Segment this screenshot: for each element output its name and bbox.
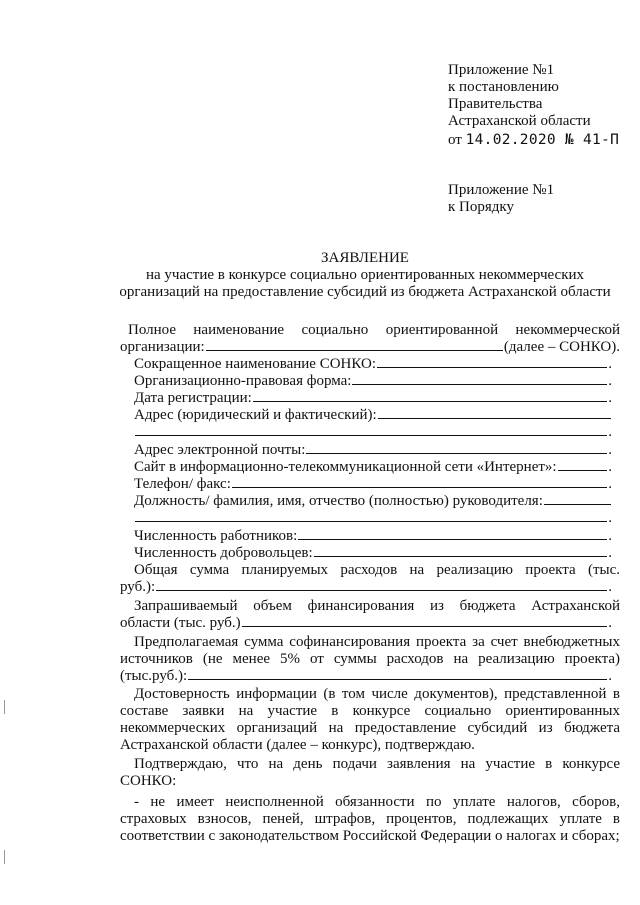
phone-input-line[interactable] (232, 486, 607, 488)
address-input-line[interactable] (378, 417, 611, 419)
form-body (120, 0, 620, 905)
employees-field (134, 528, 612, 545)
address-field (134, 407, 612, 424)
end-dot: . (608, 390, 612, 406)
website-label: Сайт в информационно-телекоммуникационной сети «Интернет»: (134, 459, 557, 475)
appendix-1-line: к постановлению (448, 79, 559, 95)
appendix-2-line: к Порядку (448, 199, 514, 215)
end-dot: . (608, 424, 612, 440)
confirm-paragraph-line: Астраханской области (далее – конкурс), подтверждаю. (120, 737, 475, 753)
email-input-line[interactable] (306, 452, 607, 454)
title-heading: ЗАЯВЛЕНИЕ (321, 250, 409, 266)
no-debt-line: страховых взносов, пеней, штрафов, процентов, подлежащих уплате в (120, 811, 620, 827)
full-name-label: Полное наименование социально ориентированной некоммерческой (128, 322, 620, 338)
title-subtitle-line: организаций на предоставление субсидий из бюджета Астраханской области (119, 284, 611, 300)
expenses-label: Общая сумма планируемых расходов на реализацию проекта (тыс. (134, 562, 620, 578)
expenses-input-line[interactable] (156, 589, 607, 591)
cofinancing-label-line2: источников (не менее 5% от суммы расходов на реализацию проекта) (120, 651, 620, 667)
no-debt-line: соответствии с законодательством Российской Федерации о налогах и сборах; (120, 828, 620, 844)
cofinancing-input-line[interactable] (188, 678, 607, 680)
employees-input-line[interactable] (298, 538, 607, 540)
address-field-cont (134, 424, 612, 441)
end-dot: . (608, 510, 612, 526)
full-name-input-line[interactable] (206, 349, 503, 351)
appendix-1-line: Астраханской области (448, 113, 591, 129)
requested-label: Запрашиваемый объем финансирования из бюджета Астраханской (134, 598, 620, 614)
reg-date-field (134, 390, 612, 407)
appendix-1-line: Приложение №1 (448, 62, 555, 78)
end-dot: . (608, 356, 612, 372)
head-input-line-2[interactable] (135, 520, 607, 522)
employees-label: Численность работников: (134, 528, 298, 544)
end-dot: . (608, 459, 612, 475)
website-field (134, 459, 612, 476)
legal-form-input-line[interactable] (352, 383, 607, 385)
appendix-1-line: Правительства (448, 96, 543, 112)
scan-mark (4, 700, 5, 714)
short-name-field (134, 356, 612, 373)
head-field-cont (134, 510, 612, 527)
head-label: Должность/ фамилия, имя, отчество (полностью) руководителя: (134, 493, 543, 509)
legal-form-field (134, 373, 612, 390)
cofinancing-prefix: (тыс.руб.): (120, 668, 188, 684)
title-subtitle-line: на участие в конкурсе социально ориентированных некоммерческих (145, 267, 585, 283)
full-name-suffix: (далее – СОНКО). (503, 339, 620, 355)
cofinancing-field (120, 668, 612, 685)
address-label: Адрес (юридический и фактический): (134, 407, 377, 423)
end-dot: . (608, 615, 612, 631)
confirm-day-line: СОНКО: (120, 773, 177, 789)
cofinancing-label: Предполагаемая сумма софинансирования проекта за счет внебюджетных (134, 634, 620, 650)
requested-field (120, 615, 612, 632)
head-field (134, 493, 612, 510)
scan-mark (4, 850, 5, 864)
end-dot: . (608, 476, 612, 492)
appendix-2-line: Приложение №1 (448, 182, 555, 198)
confirm-day-line: Подтверждаю, что на день подачи заявления на участие в конкурсе (134, 756, 620, 772)
volunteers-label: Численность добровольцев: (134, 545, 313, 561)
phone-field (134, 476, 612, 493)
short-name-label: Сокращенное наименование СОНКО: (134, 356, 376, 372)
website-input-line[interactable] (558, 469, 608, 471)
requested-input-line[interactable] (242, 625, 608, 627)
requested-prefix: области (тыс. руб.) (120, 615, 241, 631)
head-input-line[interactable] (544, 503, 611, 505)
confirm-paragraph-line: некоммерческих организаций на предоставление субсидий из бюджета (120, 720, 620, 736)
no-debt-line: - не имеет неисполненной обязанности по уплате налогов, сборов, (134, 794, 620, 810)
expenses-field (120, 579, 612, 596)
expenses-prefix: руб.): (120, 579, 156, 595)
confirm-paragraph-line: составе заявки на участие в конкурсе социально ориентированных (120, 703, 620, 719)
date-prefix: от (448, 132, 462, 148)
reg-date-input-line[interactable] (253, 400, 607, 402)
end-dot: . (608, 442, 612, 458)
short-name-input-line[interactable] (377, 366, 607, 368)
email-field (134, 442, 612, 459)
full-name-field (120, 339, 620, 356)
decree-date-number: 14.02.2020 № 41-П (465, 132, 620, 148)
phone-label: Телефон/ факс: (134, 476, 231, 492)
address-input-line-2[interactable] (135, 434, 607, 436)
end-dot: . (608, 528, 612, 544)
end-dot: . (608, 579, 612, 595)
volunteers-input-line[interactable] (314, 555, 608, 557)
legal-form-label: Организационно-правовая форма: (134, 373, 352, 389)
email-label: Адрес электронной почты: (134, 442, 306, 458)
reg-date-label: Дата регистрации: (134, 390, 252, 406)
full-name-prefix: организации: (120, 339, 205, 355)
end-dot: . (608, 668, 612, 684)
volunteers-field (134, 545, 612, 562)
end-dot: . (608, 373, 612, 389)
end-dot: . (608, 545, 612, 561)
confirm-paragraph-line: Достоверность информации (в том числе документов), представленной в (134, 686, 620, 702)
